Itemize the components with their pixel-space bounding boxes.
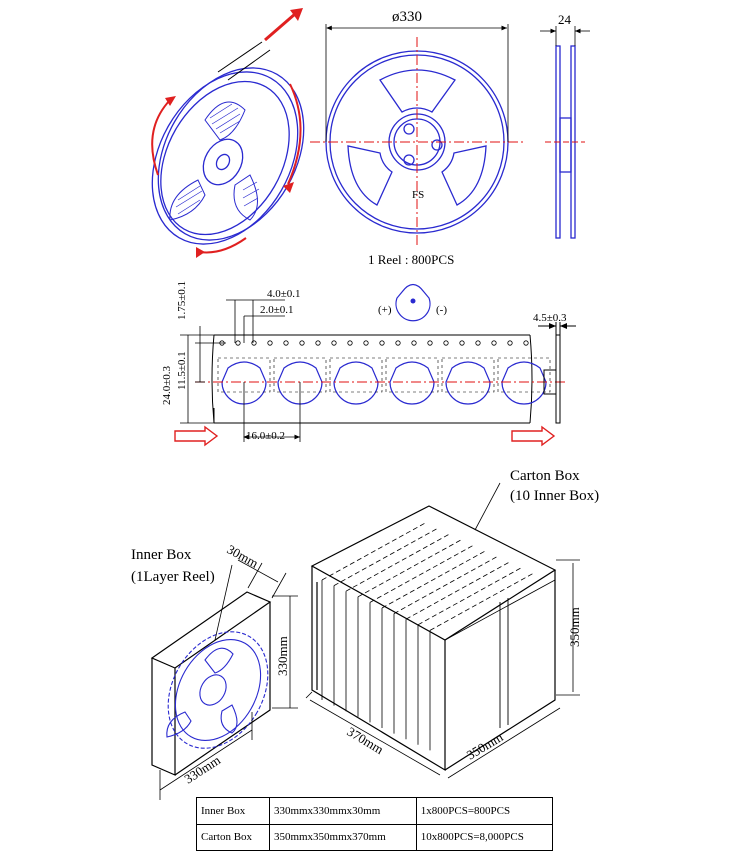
reel-front-centerlines [310, 37, 525, 247]
pocket-outline [386, 358, 438, 392]
table-cell-qty: 1x800PCS=800PCS [416, 798, 552, 825]
sprocket-hole [236, 341, 240, 345]
table-cell-name: Carton Box [197, 824, 270, 851]
rotation-arrows [152, 14, 300, 252]
inner-box-edge [394, 556, 499, 614]
sprocket-hole [364, 341, 368, 345]
tape-dimensions [180, 300, 300, 442]
tape-side-view [538, 322, 576, 423]
sprocket-hole [412, 341, 416, 345]
inner-box-edge [370, 544, 475, 602]
inner-box-edge [358, 539, 463, 597]
table-row [197, 824, 553, 851]
dim-4-5: 4.5±0.3 [533, 312, 567, 324]
inner-box-edge [430, 572, 535, 630]
carton-label-1: Carton Box [510, 468, 580, 484]
inner-box-edge [334, 528, 439, 586]
inner-label-1: Inner Box [131, 547, 192, 563]
reel-caption: 1 Reel : 800PCS [368, 252, 455, 267]
polarity-plus: (+) [378, 304, 392, 316]
carton-stripes [322, 522, 535, 750]
inner-box-edge [346, 533, 451, 591]
inner-box-edge [322, 522, 427, 580]
dim-11-5: 11.5±0.1 [176, 351, 188, 390]
width-dimension [540, 26, 590, 46]
inner-box-edge [418, 567, 523, 625]
tape-pocket [446, 362, 490, 404]
sprocket-hole [332, 341, 336, 345]
dim-2-0: 2.0±0.1 [260, 304, 294, 316]
tape-pocket [334, 362, 378, 404]
table-row [197, 798, 553, 825]
sprocket-hole [396, 341, 400, 345]
pocket-outline [442, 358, 494, 392]
carton-length: 370mm [344, 723, 387, 758]
carton-label-2: (10 Inner Box) [510, 488, 600, 504]
inner-thickness: 30mm [224, 541, 261, 571]
sprocket-hole [460, 341, 464, 345]
rotation-arrow-heads [165, 8, 303, 258]
pocket-outline [498, 358, 550, 392]
table-cell-qty: 10x800PCS=8,000PCS [416, 824, 552, 851]
reel-logo-text: FS [412, 189, 425, 201]
sprocket-hole [508, 341, 512, 345]
sprocket-holes [220, 341, 528, 345]
table-cell-size: 330mmx330mmx30mm [269, 798, 416, 825]
pocket-outline [330, 358, 382, 392]
tape-pocket [390, 362, 434, 404]
carton-width: 350mm [463, 729, 506, 763]
sprocket-hole [348, 341, 352, 345]
dim-24-0: 24.0±0.3 [161, 365, 173, 405]
dim-16-0: 16.0±0.2 [246, 430, 286, 442]
sprocket-hole [476, 341, 480, 345]
sprocket-hole [252, 341, 256, 345]
polarity-minus: (-) [436, 304, 447, 316]
tape-pocket [502, 362, 546, 404]
table-cell-size: 350mmx350mmx370mm [269, 824, 416, 851]
sprocket-hole [524, 341, 528, 345]
carton-dimensions [306, 560, 580, 778]
inner-box [152, 592, 270, 775]
carton-height: 350mm [567, 607, 582, 647]
inner-width: 330mm [181, 752, 223, 787]
diameter-label: ø330 [392, 9, 422, 25]
sprocket-hole [444, 341, 448, 345]
tape-pockets [218, 358, 550, 404]
feed-arrows [175, 427, 554, 445]
inner-box-edge [406, 561, 511, 619]
width-label: 24 [558, 12, 571, 27]
inner-box-edge [382, 550, 487, 608]
sprocket-hole [268, 341, 272, 345]
table-cell-name: Inner Box [197, 798, 270, 825]
sprocket-hole [316, 341, 320, 345]
sprocket-hole [428, 341, 432, 345]
dim-4-0: 4.0±0.1 [267, 288, 301, 300]
sprocket-hole [284, 341, 288, 345]
reel-perspective [123, 42, 334, 270]
sprocket-hole [300, 341, 304, 345]
inner-label-2: (1Layer Reel) [131, 569, 215, 585]
inner-box-reel [148, 614, 288, 766]
inner-height: 330mm [275, 636, 290, 676]
sprocket-hole [380, 341, 384, 345]
dim-1-75: 1.75±0.1 [176, 280, 188, 320]
packing-table [196, 797, 553, 851]
carrier-tape [212, 335, 532, 423]
sprocket-hole [492, 341, 496, 345]
